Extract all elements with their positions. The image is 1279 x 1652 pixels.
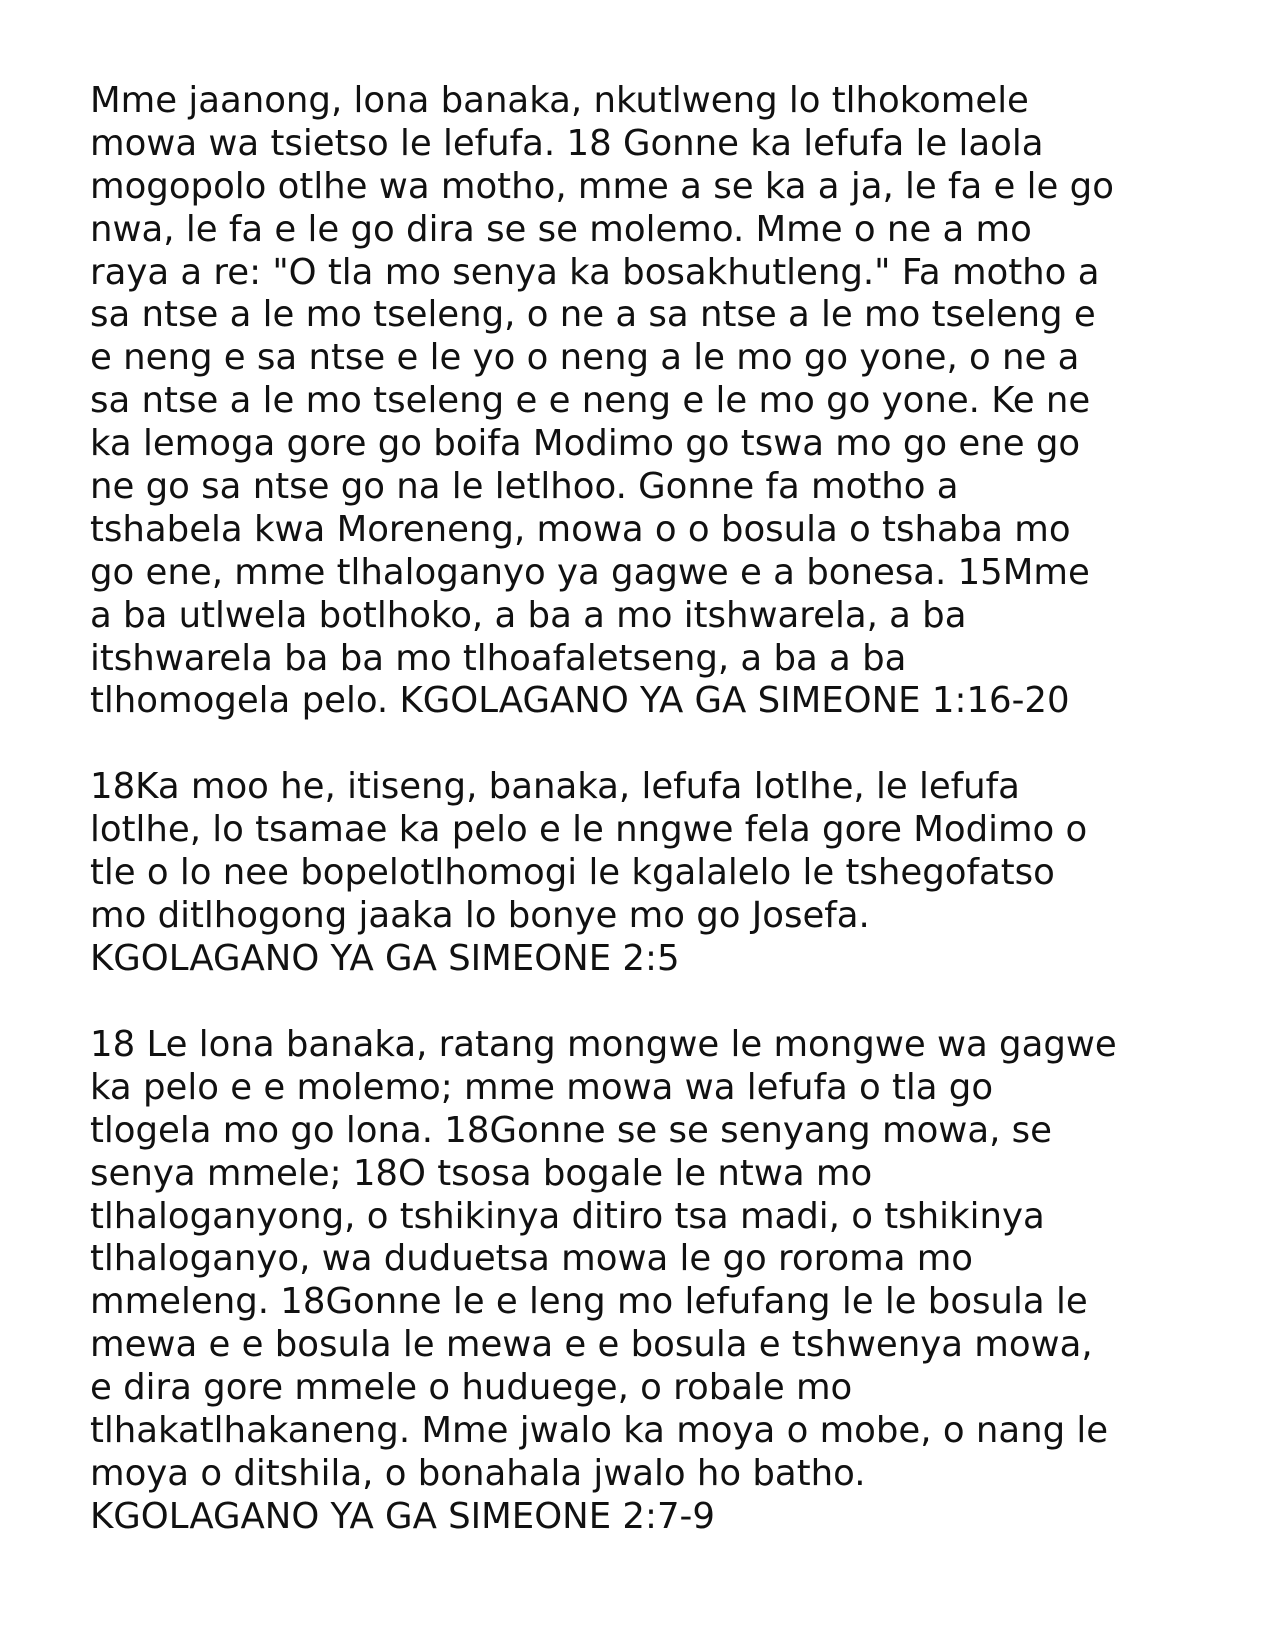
text-line: ka pelo e e molemo; mme mowa wa lefufa o tla go [90, 1066, 994, 1108]
text-line: Mme jaanong, lona banaka, nkutlweng lo tlhokomele [90, 80, 1029, 121]
text-line: e neng e sa ntse e le yo o neng a le mo go yone, o ne a [90, 337, 1080, 379]
text-line: raya a re: "O tla mo senya ka bosakhutleng." Fa motho a [90, 251, 1100, 293]
text-line: tlogela mo go lona. 18Gonne se se senyang mowa, se [90, 1109, 1052, 1151]
text-line: ka lemoga gore go boifa Modimo go tswa mo go ene go [90, 423, 1081, 465]
text-line: 18 Le lona banaka, ratang mongwe le mongwe wa gagwe [90, 1024, 1117, 1065]
text-line: sa ntse a le mo tseleng e e neng e le mo go yone. Ke ne [90, 380, 1091, 422]
text-line: KGOLAGANO YA GA SIMEONE 2:5 [90, 937, 680, 979]
text-line: 18Ka moo he, itiseng, banaka, lefufa lotlhe, le lefufa [90, 766, 1020, 807]
text-line: lotlhe, lo tsamae ka pelo e le nngwe fela gore Modimo o [90, 808, 1088, 850]
text-line: nwa, le fa e le go dira se se molemo. Mme o ne a mo [90, 208, 1032, 250]
text-line: KGOLAGANO YA GA SIMEONE 2:7-9 [90, 1495, 715, 1537]
text-line: mogopolo otlhe wa motho, mme a se ka a ja, le fa e le go [90, 165, 1114, 207]
text-line: mewa e e bosula le mewa e e bosula e tshwenya mowa, [90, 1324, 1093, 1366]
text-line: mmeleng. 18Gonne le e leng mo lefufang le le bosula le [90, 1281, 1088, 1323]
text-line: tle o lo nee bopelotlhomogi le kgalalelo le tshegofatso [90, 851, 1055, 893]
paragraph-1 [90, 80, 1200, 723]
text-line: tlhaloganyo, wa duduetsa mowa le go roroma mo [90, 1238, 974, 1280]
text-line: tlhakatlhakaneng. Mme jwalo ka moya o mobe, o nang le [90, 1410, 1109, 1452]
text-line: mowa wa tsietso le lefufa. 18 Gonne ka lefufa le laola [90, 122, 1044, 164]
text-line: senya mmele; 18O tsosa bogale le ntwa mo [90, 1152, 873, 1194]
text-line: mo ditlhogong jaaka lo bonye mo go Josefa. [90, 894, 870, 936]
text-line: ne go sa ntse go na le letlhoo. Gonne fa motho a [90, 466, 959, 508]
paragraph-3 [90, 1024, 1200, 1539]
paragraph-2 [90, 766, 1200, 980]
text-line: moya o ditshila, o bonahala jwalo ho batho. [90, 1452, 866, 1494]
text-line: tlhaloganyong, o tshikinya ditiro tsa madi, o tshikinya [90, 1195, 1045, 1237]
text-line: go ene, mme tlhaloganyo ya gagwe e a bonesa. 15Mme [90, 551, 1090, 593]
text-line: tlhomogela pelo. KGOLAGANO YA GA SIMEONE 1:16-20 [90, 680, 1070, 722]
text-line: e dira gore mmele o huduege, o robale mo [90, 1367, 853, 1409]
text-line: itshwarela ba ba mo tlhoafaletseng, a ba a ba [90, 637, 907, 679]
text-line: tshabela kwa Moreneng, mowa o o bosula o tshaba mo [90, 508, 1071, 550]
text-line: a ba utlwela botlhoko, a ba a mo itshwarela, a ba [90, 594, 967, 636]
text-line: sa ntse a le mo tseleng, o ne a sa ntse a le mo tseleng e [90, 294, 1096, 336]
